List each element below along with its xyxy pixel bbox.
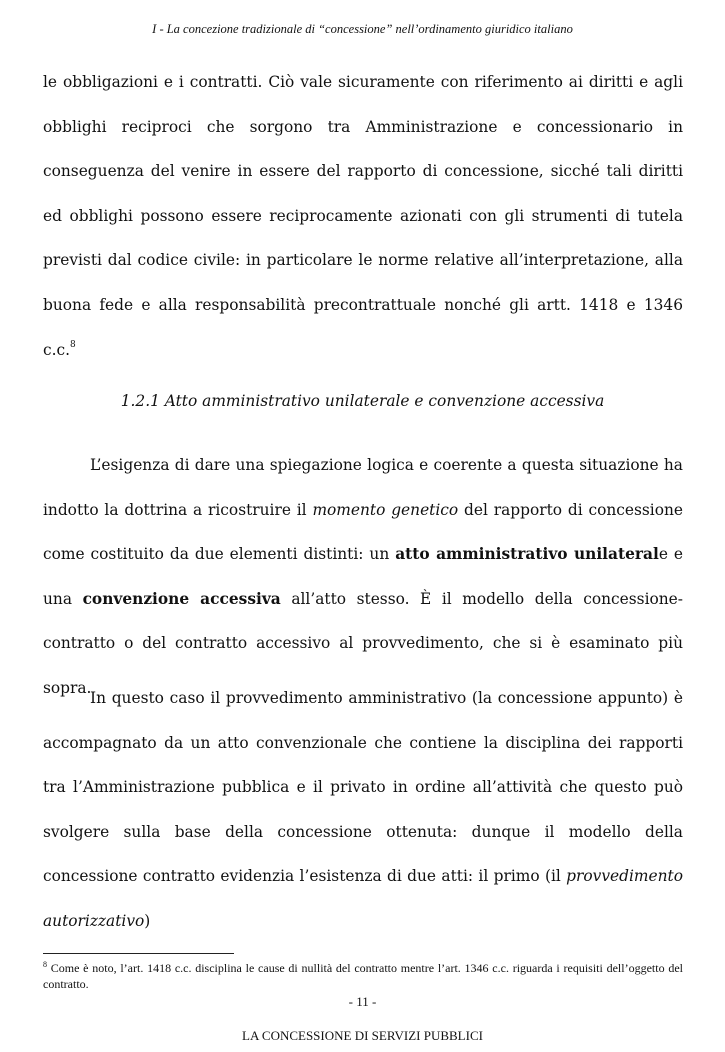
- bold-term: convenzione accessiva: [82, 589, 281, 608]
- paragraph-text: ): [144, 911, 151, 930]
- footnote: [43, 960, 683, 992]
- paragraph-text: le obbligazioni e i contratti. Ciò vale sicuramente con riferimento ai diritti e agli obblighi reciproci che sorgono tra Amministrazione e concessionario in conseguenza del venire in essere del rapporto di concessione, sicché tali diritti ed obblighi possono essere reciprocamente azionati con gli strumenti di tutela previsti dal codice civile: in particolare le norme relative all’interpretazione, alla buona fede e alla responsabilità precontrattuale nonché gli artt. 1418 e 1346 c.c.: [43, 73, 683, 359]
- paragraph-text: e e una: [43, 545, 683, 608]
- body-paragraph-2: [43, 443, 683, 711]
- section-subheading: 1.2.1 Atto amministrativo unilaterale e convenzione accessiva: [120, 392, 605, 410]
- footnote-number: 8: [43, 960, 47, 969]
- footnote-reference[interactable]: 8: [70, 339, 76, 350]
- running-header: I - La concezione tradizionale di “concessione” nell’ordinamento giuridico italiano: [152, 22, 573, 36]
- italic-term: provvedimento autorizzativo: [43, 867, 683, 930]
- paragraph-text: all’atto stesso. È il modello della concessione-contratto o del contratto accessivo al provvedimento, che si è esaminato più sopra.: [43, 589, 683, 697]
- paragraph-text: In questo caso il provvedimento amministrativo (la concessione appunto) è accompagnato da un atto convenzionale che contiene la disciplina dei rapporti tra l’Amministrazione pubblica e il privato in ordine all’attività che questo può svolgere sulla base della concessione ottenuta: dunque il modello della concessione contratto evidenzia l’esistenza di due atti: il primo (il: [43, 689, 683, 886]
- body-paragraph-3: [43, 676, 683, 944]
- bold-term: atto amministrativo unilateral: [395, 545, 659, 564]
- footnote-text: Come è noto, l’art. 1418 c.c. disciplina le cause di nullità del contratto mentre l’art. 1346 c.c. riguarda i requisiti dell’oggetto del contratto.: [43, 961, 683, 991]
- footnote-divider: [43, 953, 234, 954]
- running-footer: LA CONCESSIONE DI SERVIZI PUBBLICI: [242, 1028, 483, 1043]
- italic-term: momento genetico: [312, 500, 459, 519]
- body-paragraph-1: [43, 60, 683, 372]
- paragraph-text: del rapporto di concessione come costituito da due elementi distinti: un: [43, 500, 683, 564]
- page-number: - 11 -: [348, 994, 377, 1009]
- paragraph-text: L’esigenza di dare una spiegazione logica e coerente a questa situazione ha indotto la dottrina a ricostruire il: [43, 456, 683, 519]
